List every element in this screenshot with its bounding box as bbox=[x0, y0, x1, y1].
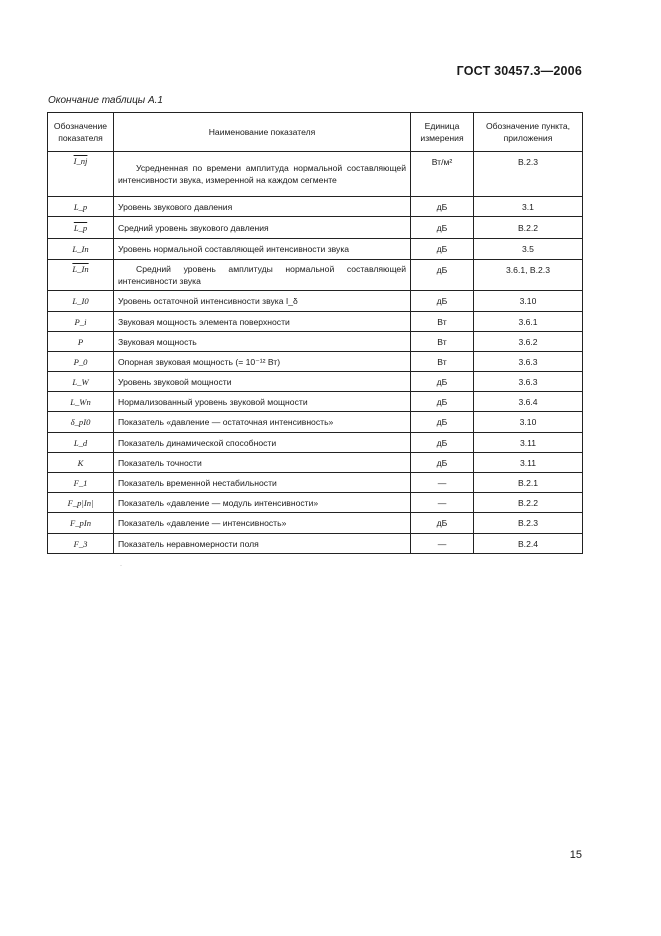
table-row bbox=[48, 291, 583, 312]
name-cell: Нормализованный уровень звуковой мощности bbox=[114, 392, 411, 412]
symbol-cell: P_i bbox=[48, 312, 114, 332]
unit-cell: дБ bbox=[411, 291, 474, 312]
reference-cell: 3.6.1 bbox=[474, 312, 583, 332]
column-header-name: Наименование показателя bbox=[114, 113, 411, 152]
table-caption: Окончание таблицы А.1 bbox=[48, 95, 163, 106]
reference-cell: 3.11 bbox=[474, 433, 583, 453]
name-cell: Показатель «давление — модуль интенсивности» bbox=[114, 493, 411, 513]
table-row bbox=[48, 217, 583, 239]
symbol-cell: P bbox=[48, 332, 114, 352]
unit-cell: дБ bbox=[411, 412, 474, 433]
symbol-cell: F_1 bbox=[48, 473, 114, 493]
reference-cell: 3.6.4 bbox=[474, 392, 583, 412]
unit-cell: дБ bbox=[411, 513, 474, 534]
table-row bbox=[48, 412, 583, 433]
unit-cell: — bbox=[411, 493, 474, 513]
unit-cell: Вт/м² bbox=[411, 152, 474, 197]
reference-cell: 3.1 bbox=[474, 197, 583, 217]
reference-cell: 3.6.2 bbox=[474, 332, 583, 352]
table-row bbox=[48, 453, 583, 473]
symbol-cell bbox=[48, 152, 114, 197]
unit-cell: — bbox=[411, 473, 474, 493]
unit-cell: Вт bbox=[411, 332, 474, 352]
symbol-cell: K bbox=[48, 453, 114, 473]
table-row bbox=[48, 392, 583, 412]
document-code: ГОСТ 30457.3—2006 bbox=[456, 64, 582, 78]
table-row bbox=[48, 473, 583, 493]
symbol-cell: L_p bbox=[48, 197, 114, 217]
table-row bbox=[48, 352, 583, 372]
unit-cell: дБ bbox=[411, 239, 474, 260]
symbol-cell bbox=[48, 217, 114, 239]
unit-cell: дБ bbox=[411, 392, 474, 412]
name-cell: Показатель «давление — интенсивность» bbox=[114, 513, 411, 534]
name-cell: Средний уровень звукового давления bbox=[114, 217, 411, 239]
scan-speck: · bbox=[120, 563, 122, 569]
symbol-cell: L_In bbox=[48, 239, 114, 260]
table-row bbox=[48, 493, 583, 513]
table-row bbox=[48, 312, 583, 332]
reference-cell: 3.5 bbox=[474, 239, 583, 260]
unit-cell: — bbox=[411, 534, 474, 554]
unit-cell: дБ bbox=[411, 372, 474, 392]
name-cell: Звуковая мощность элемента поверхности bbox=[114, 312, 411, 332]
symbol-cell: L_W bbox=[48, 372, 114, 392]
reference-cell: 3.6.1, В.2.3 bbox=[474, 260, 583, 291]
table-row bbox=[48, 332, 583, 352]
table-row bbox=[48, 433, 583, 453]
symbol-cell: L_Wn bbox=[48, 392, 114, 412]
reference-cell: В.2.2 bbox=[474, 217, 583, 239]
reference-cell: 3.10 bbox=[474, 412, 583, 433]
indicators-table bbox=[47, 112, 583, 554]
name-cell: Показатель неравномерности поля bbox=[114, 534, 411, 554]
table-header-row bbox=[48, 113, 583, 152]
name-cell: Показатель точности bbox=[114, 453, 411, 473]
reference-cell: В.2.2 bbox=[474, 493, 583, 513]
column-header-reference: Обозначение пункта, приложения bbox=[474, 113, 583, 152]
unit-cell: дБ bbox=[411, 453, 474, 473]
symbol-text: L_In bbox=[72, 264, 89, 274]
reference-cell: 3.6.3 bbox=[474, 352, 583, 372]
name-cell: Средний уровень амплитуды нормальной составляющей интенсивности звука bbox=[114, 260, 411, 291]
table-row bbox=[48, 534, 583, 554]
symbol-cell: F_3 bbox=[48, 534, 114, 554]
unit-cell: дБ bbox=[411, 217, 474, 239]
reference-cell: В.2.4 bbox=[474, 534, 583, 554]
name-cell: Уровень нормальной составляющей интенсивности звука bbox=[114, 239, 411, 260]
reference-cell: В.2.3 bbox=[474, 152, 583, 197]
symbol-text: L_p bbox=[73, 222, 88, 233]
column-header-unit: Единица измерения bbox=[411, 113, 474, 152]
name-cell: Показатель динамической способности bbox=[114, 433, 411, 453]
unit-cell: дБ bbox=[411, 433, 474, 453]
symbol-text: I_nj bbox=[73, 156, 88, 166]
unit-cell: Вт bbox=[411, 352, 474, 372]
page-number: 15 bbox=[569, 849, 582, 861]
table-row bbox=[48, 372, 583, 392]
unit-cell: Вт bbox=[411, 312, 474, 332]
table-row bbox=[48, 513, 583, 534]
name-cell: Показатель временной нестабильности bbox=[114, 473, 411, 493]
reference-cell: 3.10 bbox=[474, 291, 583, 312]
column-header-symbol: Обозначение показателя bbox=[48, 113, 114, 152]
symbol-cell: L_I0 bbox=[48, 291, 114, 312]
table-row bbox=[48, 239, 583, 260]
name-cell: Опорная звуковая мощность (= 10⁻¹² Вт) bbox=[114, 352, 411, 372]
table-row bbox=[48, 260, 583, 291]
symbol-cell: F_pIn bbox=[48, 513, 114, 534]
symbol-cell: δ_pI0 bbox=[48, 412, 114, 433]
symbol-cell: L_d bbox=[48, 433, 114, 453]
table-row bbox=[48, 197, 583, 217]
symbol-cell: P_0 bbox=[48, 352, 114, 372]
unit-cell: дБ bbox=[411, 260, 474, 291]
name-cell: Уровень остаточной интенсивности звука I_δ bbox=[114, 291, 411, 312]
reference-cell: 3.6.3 bbox=[474, 372, 583, 392]
name-cell: Усредненная по времени амплитуда нормальной составляющей интенсивности звука, измеренной на каждом сегменте bbox=[114, 152, 411, 197]
reference-cell: В.2.1 bbox=[474, 473, 583, 493]
unit-cell: дБ bbox=[411, 197, 474, 217]
name-cell: Уровень звукового давления bbox=[114, 197, 411, 217]
reference-cell: В.2.3 bbox=[474, 513, 583, 534]
name-cell: Уровень звуковой мощности bbox=[114, 372, 411, 392]
symbol-cell bbox=[48, 260, 114, 291]
name-cell: Звуковая мощность bbox=[114, 332, 411, 352]
name-cell: Показатель «давление — остаточная интенсивность» bbox=[114, 412, 411, 433]
symbol-cell: F_p|In| bbox=[48, 493, 114, 513]
table-row bbox=[48, 152, 583, 197]
reference-cell: 3.11 bbox=[474, 453, 583, 473]
